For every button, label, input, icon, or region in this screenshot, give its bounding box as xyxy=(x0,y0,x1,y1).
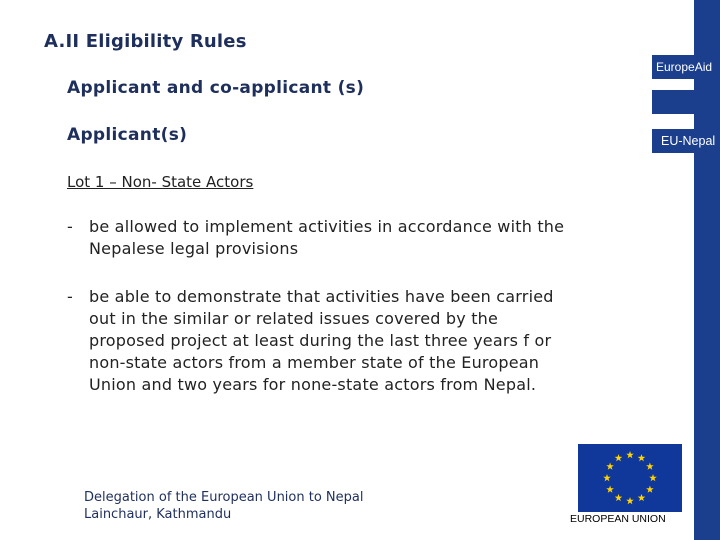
bullet-item xyxy=(67,286,667,396)
eu-star-icon xyxy=(615,454,623,461)
eu-logo-label: EUROPEAN UNION xyxy=(570,513,666,525)
europeaid-tag: EuropeAid xyxy=(652,55,720,79)
slide-title: A.II Eligibility Rules xyxy=(44,31,247,52)
eu-star-icon xyxy=(626,451,634,458)
eu-star-icon xyxy=(615,494,623,501)
eu-star-icon xyxy=(603,474,611,481)
bullet-dash: - xyxy=(67,217,73,236)
eu-star-icon xyxy=(626,497,634,504)
lot-heading: Lot 1 – Non- State Actors xyxy=(67,173,254,191)
eu-star-icon xyxy=(649,474,657,481)
blank-tag xyxy=(652,90,720,114)
footer-line-location: Lainchaur, Kathmandu xyxy=(84,507,232,522)
eu-star-icon xyxy=(606,463,614,470)
subtitle-applicants: Applicant(s) xyxy=(67,125,188,145)
eu-star-icon xyxy=(646,463,654,470)
bullet-text: be allowed to implement activities in accordance with the Nepalese legal provisions xyxy=(89,217,565,258)
eu-flag-logo xyxy=(578,444,682,512)
bullet-dash: - xyxy=(67,287,73,306)
eu-star-icon xyxy=(606,486,614,493)
bullet-text: be able to demonstrate that activities have been carried out in the similar or related issues covered by the proposed project at least during the last three years f or non-state actors from a member state of the European Union and two years for none-state actors from Nepal. xyxy=(89,287,554,394)
footer-address xyxy=(84,489,363,523)
eu-star-icon xyxy=(646,486,654,493)
footer-line-delegation: Delegation of the European Union to Nepal xyxy=(84,490,364,505)
right-accent-bar xyxy=(694,0,720,540)
eu-flag-icon xyxy=(578,444,682,512)
eu-star-icon xyxy=(638,494,646,501)
eu-nepal-tag: EU-Nepal xyxy=(652,129,720,153)
subtitle-applicant-coapplicant: Applicant and co-applicant (s) xyxy=(67,78,365,98)
bullet-item xyxy=(67,216,667,260)
eu-star-icon xyxy=(638,454,646,461)
